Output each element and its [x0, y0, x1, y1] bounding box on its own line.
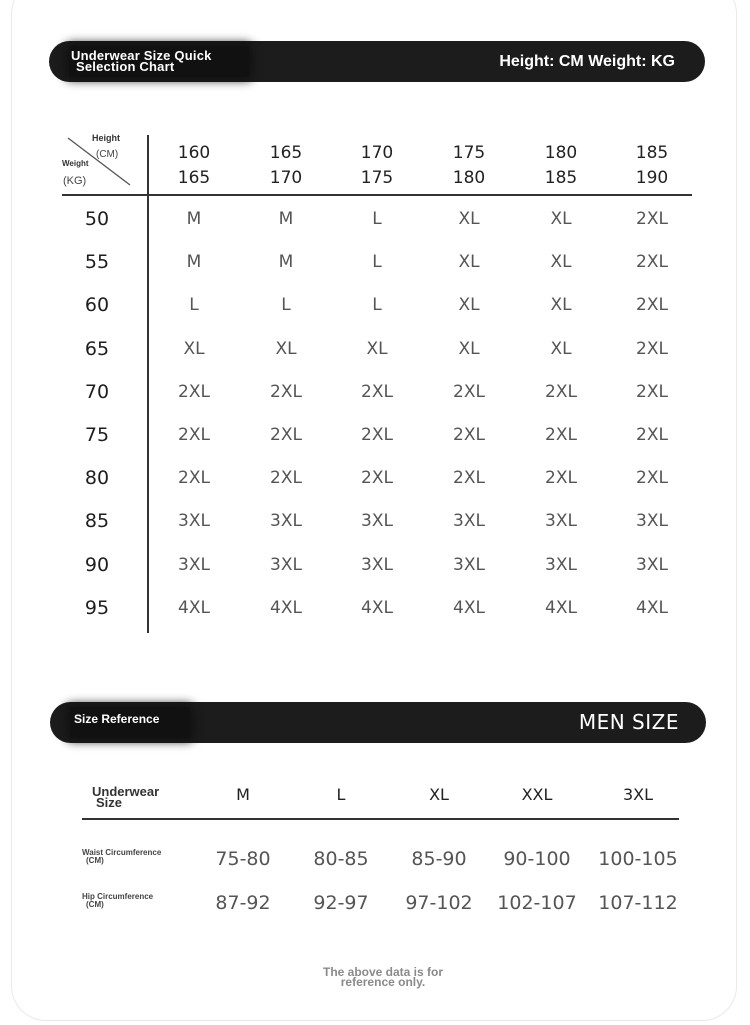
- size-cell: L: [189, 295, 199, 316]
- size-cell: 3XL: [545, 554, 577, 575]
- disclaimer-line2: reference only.: [340, 975, 426, 989]
- reference-value-cell: 107-112: [598, 892, 678, 914]
- size-cell: 2XL: [545, 381, 577, 402]
- size-cell: 2XL: [636, 295, 668, 316]
- size-cell: 2XL: [270, 425, 302, 445]
- height-range-from: 170: [360, 143, 394, 163]
- height-range-from: 165: [269, 143, 303, 163]
- table-horizontal-rule: [62, 194, 692, 196]
- size-cell: XL: [458, 338, 480, 359]
- size-cell: 4XL: [636, 597, 668, 618]
- size-cell: M: [186, 209, 202, 229]
- size-cell: 2XL: [636, 209, 668, 229]
- size-cell: XL: [550, 252, 572, 273]
- reference-row-label-line1: Hip Circumference: [82, 892, 154, 901]
- disclaimer-line1: The above data is for: [322, 965, 444, 979]
- height-range-from: 185: [635, 143, 669, 163]
- size-cell: 2XL: [361, 468, 393, 489]
- reference-header-line1: Underwear: [92, 784, 160, 799]
- size-cell: 3XL: [270, 554, 302, 575]
- reference-size-header: M: [236, 785, 250, 804]
- reference-value-cell: 75-80: [215, 848, 271, 870]
- reference-rule: [82, 818, 679, 820]
- men-size-label: MEN SIZE: [578, 710, 679, 734]
- reference-row-label-line1: Waist Circumference: [82, 848, 162, 857]
- size-cell: XL: [458, 209, 480, 229]
- weight-row-label: 75: [84, 424, 110, 446]
- size-cell: 4XL: [545, 597, 577, 618]
- size-cell: 2XL: [636, 252, 668, 273]
- size-cell: XL: [550, 209, 572, 229]
- size-cell: L: [372, 209, 382, 229]
- size-cell: 2XL: [178, 468, 210, 489]
- size-cell: XL: [183, 338, 205, 359]
- size-cell: L: [372, 252, 382, 273]
- reference-size-header: XXL: [521, 785, 553, 804]
- reference-value-cell: 97-102: [405, 892, 473, 914]
- height-range-to: 180: [452, 168, 486, 188]
- height-range-to: 170: [269, 168, 303, 188]
- reference-header-label: [92, 786, 159, 808]
- size-cell: 4XL: [453, 597, 485, 618]
- table-corner-header: [62, 133, 146, 191]
- size-cell: L: [372, 295, 382, 316]
- size-cell: 2XL: [545, 468, 577, 489]
- size-cell: 3XL: [178, 554, 210, 575]
- size-cell: 3XL: [178, 511, 210, 532]
- size-cell: XL: [550, 295, 572, 316]
- reference-value-cell: 92-97: [313, 892, 369, 914]
- size-cell: XL: [275, 338, 297, 359]
- chart-title-line2: Selection Chart: [76, 59, 175, 74]
- reference-row-label-line2: (CM): [86, 900, 104, 909]
- height-range-to: 165: [177, 168, 211, 188]
- reference-banner: [50, 702, 706, 743]
- reference-header-line2: Size: [96, 795, 123, 810]
- size-cell: XL: [458, 252, 480, 273]
- table-vertical-rule: [147, 135, 149, 633]
- size-cell: 2XL: [361, 381, 393, 402]
- height-range-from: 160: [177, 143, 211, 163]
- size-cell: 2XL: [453, 468, 485, 489]
- size-cell: 2XL: [453, 425, 485, 445]
- size-cell: 2XL: [178, 381, 210, 402]
- reference-size-header: 3XL: [622, 785, 654, 804]
- height-range-to: 175: [360, 168, 394, 188]
- weight-row-label: 50: [84, 208, 110, 230]
- reference-value-cell: 80-85: [313, 848, 369, 870]
- reference-value-cell: 87-92: [215, 892, 271, 914]
- weight-row-label: 70: [84, 380, 110, 403]
- size-cell: 3XL: [361, 511, 393, 532]
- chart-title: [71, 50, 271, 72]
- size-cell: 3XL: [545, 511, 577, 532]
- chart-title-line1: Underwear Size Quick: [71, 48, 212, 63]
- size-cell: 2XL: [178, 425, 210, 445]
- size-cell: 2XL: [545, 425, 577, 445]
- height-axis-label: Height: [92, 133, 120, 143]
- reference-row-label-line2: (CM): [86, 856, 104, 865]
- reference-row-label: [82, 849, 161, 865]
- size-cell: 2XL: [636, 381, 668, 402]
- size-cell: 3XL: [453, 511, 485, 532]
- size-cell: M: [278, 209, 294, 229]
- reference-title: Size Reference: [74, 712, 160, 726]
- size-cell: XL: [458, 295, 480, 316]
- size-cell: M: [186, 252, 202, 273]
- size-cell: 4XL: [178, 597, 210, 618]
- size-cell: L: [281, 295, 291, 316]
- size-cell: 2XL: [270, 381, 302, 402]
- size-cell: 3XL: [270, 511, 302, 532]
- height-axis-unit: (CM): [96, 149, 119, 160]
- height-range-from: 175: [452, 143, 486, 163]
- size-cell: 2XL: [636, 468, 668, 489]
- size-cell: 4XL: [270, 597, 302, 618]
- size-cell: 4XL: [361, 597, 393, 618]
- size-cell: 3XL: [361, 554, 393, 575]
- weight-row-label: 85: [84, 510, 110, 533]
- size-cell: 2XL: [453, 381, 485, 402]
- height-range-to: 190: [635, 168, 669, 188]
- weight-row-label: 55: [84, 251, 110, 274]
- size-cell: 2XL: [270, 468, 302, 489]
- reference-value-cell: 102-107: [497, 892, 577, 914]
- disclaimer-note: [300, 967, 466, 987]
- size-cell: 3XL: [636, 554, 668, 575]
- units-label: Height: CM Weight: KG: [499, 53, 675, 70]
- reference-value-cell: 85-90: [411, 848, 467, 870]
- reference-value-cell: 90-100: [503, 848, 571, 870]
- size-cell: M: [278, 252, 294, 273]
- size-cell: 2XL: [361, 425, 393, 445]
- header-banner: [49, 41, 705, 82]
- size-cell: XL: [366, 338, 388, 359]
- weight-axis-unit: (KG): [63, 175, 87, 187]
- weight-axis-label: Weight: [62, 159, 89, 168]
- weight-row-label: 90: [84, 553, 110, 576]
- size-cell: XL: [550, 338, 572, 359]
- reference-value-cell: 100-105: [598, 848, 678, 870]
- size-cell: 3XL: [453, 554, 485, 575]
- weight-row-label: 95: [84, 596, 110, 619]
- weight-row-label: 65: [84, 337, 110, 360]
- size-cell: 2XL: [636, 425, 668, 445]
- height-range-from: 180: [544, 143, 578, 163]
- weight-row-label: 60: [84, 294, 110, 317]
- size-cell: 3XL: [636, 511, 668, 532]
- weight-row-label: 80: [84, 467, 110, 490]
- reference-row-label: [82, 893, 153, 909]
- reference-size-header: L: [336, 785, 346, 804]
- size-cell: 2XL: [636, 338, 668, 359]
- height-range-to: 185: [544, 168, 578, 188]
- reference-size-header: XL: [429, 785, 449, 804]
